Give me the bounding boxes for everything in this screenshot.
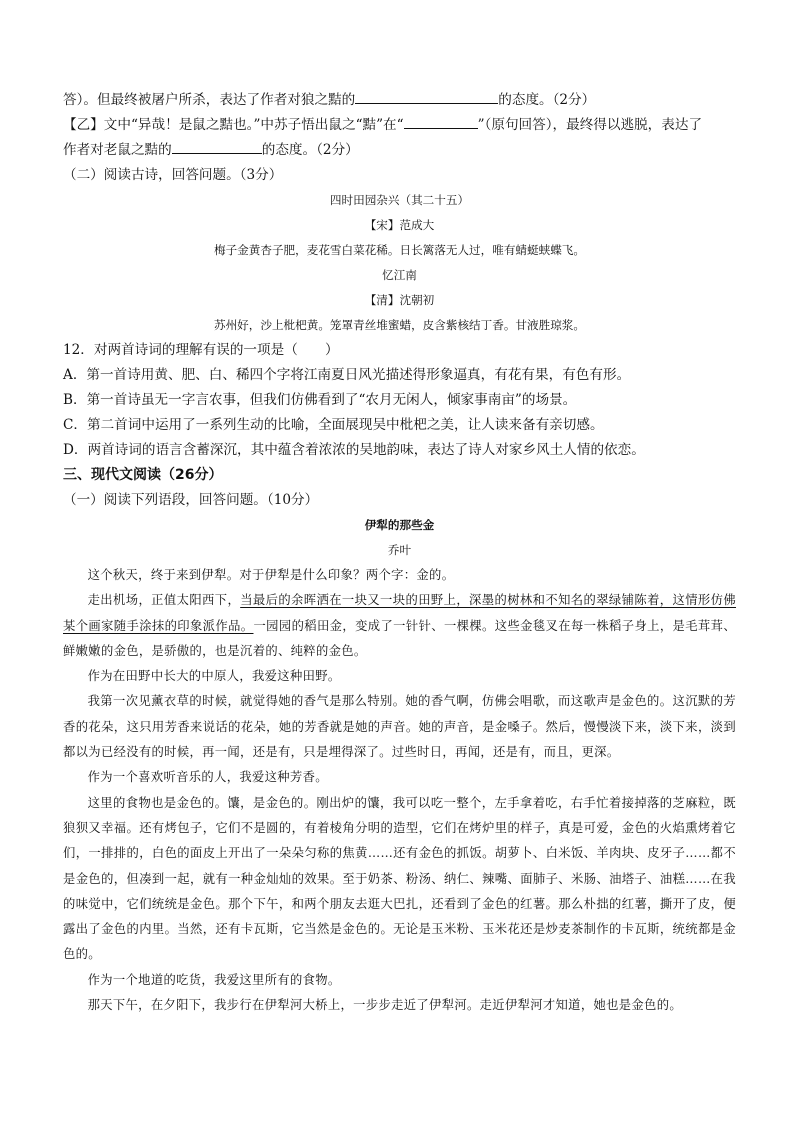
question-12-stem: 12．对两首诗词的理解有误的一项是（ ）	[63, 342, 339, 358]
answer-blank[interactable]	[404, 114, 478, 129]
article-paragraph: 作为一个喜欢听音乐的人，我爱这种芳香。	[87, 770, 328, 785]
underlined-sentence: 当最后的余晖洒在一块又一块的田野上，深墨的树林和不知名的翠绿铺陈着，这情形仿佛某个画家随手涂抹的印象派作品。	[63, 593, 737, 633]
text-fragment: 【乙】文中“异哉！是鼠之黠也。”中苏子悟出鼠之“黠”在“	[63, 117, 404, 133]
question-tail-line-3	[63, 138, 736, 163]
text-fragment: 作者对老鼠之黠的	[63, 142, 172, 158]
text-fragment: 的态度。（2分）	[261, 142, 359, 158]
question-12-option-a[interactable]: A．第一首诗用黄、肥、白、稀四个字将江南夏日风光描述得形象逼真，有花有果，有色有形。	[63, 367, 631, 383]
article-author: 乔叶	[387, 543, 412, 557]
text-fragment: 答）。但最终被屠户所杀，表达了作者对狼之黠的	[63, 92, 356, 108]
text-fragment: 一园园的稻田金，变成了一针针、一棵棵。这些金毯叉在每一株稻子身上，是毛茸茸、鲜嫩嫩的金色，是骄傲的，也是沉着的、纯粹的金色。	[63, 618, 736, 658]
section-3-subheading: （一）阅读下列语段，回答问题。（10分）	[63, 492, 319, 508]
poem1-text: 梅子金黄杏子肥，麦花雪白菜花稀。日长篱落无人过，唯有蜻蜓蛱蝶飞。	[213, 243, 585, 257]
text-fragment: 的态度。（2分）	[498, 92, 596, 108]
article-title: 伊犁的那些金	[364, 518, 435, 532]
poem2-author: 【清】沈朝初	[364, 293, 435, 307]
article-paragraph: 我第一次见薰衣草的时候，就觉得她的香气是那么特别。她的香气啊，仿佛会唱歌，而这歌声是金色的。这沉默的芳香的花朵，这只用芳香来说话的花朵，她的芳香就是她的声音。她的声音，是金嗓子。然后，慢慢淡下来，淡下来，淡到都以为已经没有的时候，再一闻，还是有，只是埋得深了。过些时日，再闻，还是有，而且，更深。	[63, 694, 736, 760]
article-paragraph: 这个秋天，终于来到伊犁。对于伊犁是什么印象？两个字：金的。	[87, 568, 455, 582]
article-paragraph: 作为一个地道的吃货，我爱这里所有的食物。	[87, 972, 341, 987]
section-3-heading: 三、现代文阅读（26分）	[63, 467, 223, 483]
answer-blank[interactable]	[172, 139, 262, 154]
question-12-option-b[interactable]: B．第一首诗虽无一字言农事，但我们仿佛看到了“农月无闲人，倾家事南亩”的场景。	[63, 392, 577, 408]
article-paragraph: 作为在田野中长大的中原人，我爱这种田野。	[87, 669, 341, 684]
article-paragraph: 这里的食物也是金色的。馕，是金色的。刚出炉的馕，我可以吃一整个，左手拿着吃，右手忙着接掉落的芝麻粒，既狼狈又幸福。还有烤包子，它们不是圆的，有着棱角分明的造型，它们在烤炉里的样子，真是可爱，金色的火焰熏烤着它们，一排排的，白色的面皮上开出了一朵朵匀称的焦黄……还有金色的抓饭。胡萝卜、白米饭、羊肉块、皮牙子……都不是金色的，但凑到一起，就有一种金灿灿的效果。至于奶茶、粉汤、纳仁、辣嘴、面肺子、米肠、油塔子、油糕……在我的味觉中，它们统统是金色。那个下午，和两个朋友去逛大巴扎，还看到了金色的红薯。那么朴拙的红薯，撕开了皮，便露出了金色的内里。当然，还有卡瓦斯，它当然是金色的。无论是玉米粉、玉米花还是炒麦茶制作的卡瓦斯，统统都是金色的。	[63, 795, 736, 962]
poem-section-heading: （二）阅读古诗，回答问题。（3分）	[63, 167, 283, 183]
answer-blank[interactable]	[355, 89, 498, 104]
question-tail-line-2	[63, 113, 736, 138]
poem1-title: 四时田园杂兴（其二十五）	[329, 193, 470, 207]
article-paragraph	[63, 588, 736, 664]
poem1-author: 【宋】范成大	[364, 218, 435, 232]
question-12-option-d[interactable]: D．两首诗词的语言含蓄深沉，其中蕴含着浓浓的吴地韵味，表达了诗人对家乡风土人情的依恋。	[63, 442, 645, 458]
question-tail-line-1	[63, 88, 736, 113]
article-body	[63, 563, 736, 1018]
question-12-option-c[interactable]: C．第二首词中运用了一系列生动的比喻，全面展现吴中枇杷之美，让人读来备有亲切感。	[63, 417, 604, 433]
text-fragment: 走出机场，正值太阳西下，	[87, 593, 241, 608]
exam-page	[63, 88, 736, 1018]
poem2-text: 苏州好，沙上枇杷黄。笼罩青丝堆蜜蜡，皮含紫核结丁香。甘液胜琼浆。	[213, 318, 585, 332]
article-paragraph: 那天下午，在夕阳下，我步行在伊犁河大桥上，一步步走近了伊犁河。走近伊犁河才知道，她也是金色的。	[87, 998, 682, 1013]
poem2-title: 忆江南	[382, 268, 417, 282]
text-fragment: ”（原句回答），最终得以逃脱，表达了	[477, 117, 703, 133]
